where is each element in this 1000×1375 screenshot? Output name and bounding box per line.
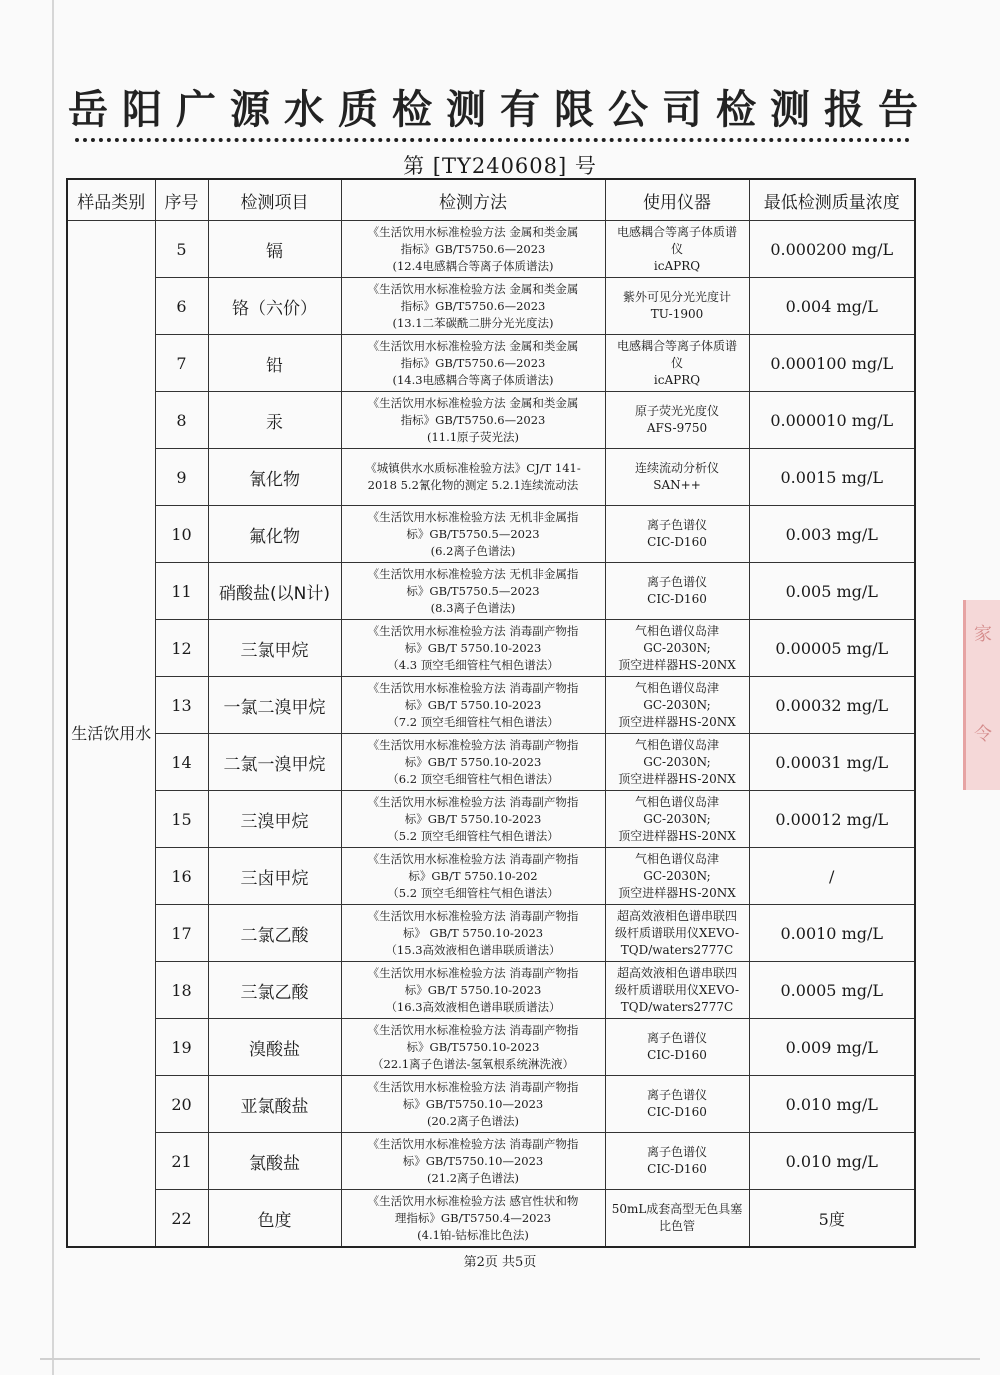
test-item: 溴酸盐 xyxy=(208,1019,341,1076)
instrument-line: icAPRQ xyxy=(653,372,701,387)
method-line: 指标》GB/T5750.6—2023 xyxy=(400,412,546,427)
method-line: （6.2 顶空毛细管柱气相色谱法） xyxy=(387,771,559,786)
test-item: 色度 xyxy=(208,1190,341,1248)
method-line: 《生活饮用水标准检验方法 无机非金属指 xyxy=(367,566,579,581)
method-line: 《生活饮用水标准检验方法 金属和类金属 xyxy=(367,224,579,239)
method-line: 标》GB/T 5750.10-202 xyxy=(408,868,538,883)
test-method xyxy=(341,620,605,677)
detection-limit: 0.00032 mg/L xyxy=(749,677,915,734)
table-row xyxy=(67,848,915,905)
instrument xyxy=(605,278,749,335)
method-line: 《生活饮用水标准检验方法 金属和类金属 xyxy=(367,395,579,410)
table-row xyxy=(67,1133,915,1190)
row-number: 9 xyxy=(155,449,208,506)
method-line: 指标》GB/T5750.6—2023 xyxy=(400,355,546,370)
method-line: 指标》GB/T5750.6—2023 xyxy=(400,241,546,256)
method-line: (20.2离子色谱法) xyxy=(426,1113,520,1128)
test-item: 亚氯酸盐 xyxy=(208,1076,341,1133)
instrument-line: 顶空进样器HS-20NX xyxy=(618,885,736,900)
test-item: 铬（六价） xyxy=(208,278,341,335)
method-line: 理指标》GB/T5750.4—2023 xyxy=(394,1210,552,1225)
method-line: 标》GB/T5750.5—2023 xyxy=(406,526,540,541)
row-number: 5 xyxy=(155,221,208,278)
instrument-line: 顶空进样器HS-20NX xyxy=(618,657,736,672)
instrument-line: icAPRQ xyxy=(653,258,701,273)
row-number: 13 xyxy=(155,677,208,734)
test-method xyxy=(341,677,605,734)
instrument-line: GC-2030N; xyxy=(643,640,711,655)
method-line: (13.1二苯碳酰二肼分光光度法) xyxy=(392,315,554,330)
method-line: （15.3高效液相色谱串联质谱法） xyxy=(385,942,561,957)
instrument-line: 级杆质谱联用仪XEVO- xyxy=(614,982,740,997)
row-number: 22 xyxy=(155,1190,208,1248)
table-row xyxy=(67,506,915,563)
instrument xyxy=(605,506,749,563)
instrument-line: 气相色谱仪岛津 xyxy=(634,851,719,866)
instrument-line: 50mL成套高型无色具塞 xyxy=(611,1202,743,1216)
method-line: 《生活饮用水标准检验方法 金属和类金属 xyxy=(367,338,579,353)
detection-limit: 0.0015 mg/L xyxy=(749,449,915,506)
test-method xyxy=(341,563,605,620)
test-method xyxy=(341,506,605,563)
test-item: 三氯乙酸 xyxy=(208,962,341,1019)
row-number: 15 xyxy=(155,791,208,848)
instrument xyxy=(605,1076,749,1133)
instrument xyxy=(605,1190,749,1248)
table-row xyxy=(67,1076,915,1133)
test-item: 二氯乙酸 xyxy=(208,905,341,962)
table-row xyxy=(67,1190,915,1248)
test-item: 氰化物 xyxy=(208,449,341,506)
instrument-line: GC-2030N; xyxy=(643,868,711,883)
instrument-line: GC-2030N; xyxy=(643,811,711,826)
instrument-line: 气相色谱仪岛津 xyxy=(634,680,719,695)
seal-stamp-fragment: 家 令 xyxy=(963,600,1000,790)
instrument-line: 离子色谱仪 xyxy=(646,575,707,589)
table-row xyxy=(67,791,915,848)
test-method xyxy=(341,905,605,962)
detection-limit: 0.0010 mg/L xyxy=(749,905,915,962)
detection-limit: 0.004 mg/L xyxy=(749,278,915,335)
method-line: 标》GB/T 5750.10-2023 xyxy=(404,754,542,769)
instrument-line: 紫外可见分光光度计 xyxy=(622,290,731,304)
dotted-divider xyxy=(75,138,910,142)
method-line: 标》GB/T 5750.10-2023 xyxy=(404,697,542,712)
instrument-line: 超高效液相色谱串联四 xyxy=(616,908,737,923)
table-row xyxy=(67,392,915,449)
table-row xyxy=(67,221,915,278)
test-item: 三卤甲烷 xyxy=(208,848,341,905)
detection-limit: / xyxy=(749,848,915,905)
test-item: 三氯甲烷 xyxy=(208,620,341,677)
row-number: 14 xyxy=(155,734,208,791)
instrument-line: 比色管 xyxy=(658,1219,695,1233)
instrument-line: 电感耦合等离子体质谱 xyxy=(616,224,737,239)
detection-limit: 0.010 mg/L xyxy=(749,1076,915,1133)
method-line: 《生活饮用水标准检验方法 消毒副产物指 xyxy=(367,623,579,638)
test-method xyxy=(341,848,605,905)
instrument-line: 顶空进样器HS-20NX xyxy=(618,714,736,729)
row-number: 11 xyxy=(155,563,208,620)
test-item: 镉 xyxy=(208,221,341,278)
row-number: 10 xyxy=(155,506,208,563)
method-line: 《生活饮用水标准检验方法 金属和类金属 xyxy=(367,281,579,296)
method-line: （5.2 顶空毛细管柱气相色谱法） xyxy=(387,885,559,900)
instrument-line: 气相色谱仪岛津 xyxy=(634,737,719,752)
instrument xyxy=(605,734,749,791)
instrument xyxy=(605,563,749,620)
table-row xyxy=(67,734,915,791)
method-line: （22.1离子色谱法-氢氧根系统淋洗液） xyxy=(372,1056,574,1071)
test-method xyxy=(341,449,605,506)
method-line: 标》GB/T5750.10—2023 xyxy=(402,1153,544,1168)
instrument-line: 电感耦合等离子体质谱 xyxy=(616,338,737,353)
header-instrument: 使用仪器 xyxy=(605,179,749,221)
test-method xyxy=(341,1133,605,1190)
method-line: 标》GB/T 5750.10-2023 xyxy=(404,640,542,655)
instrument xyxy=(605,335,749,392)
row-number: 21 xyxy=(155,1133,208,1190)
instrument xyxy=(605,392,749,449)
instrument xyxy=(605,1019,749,1076)
method-line: (11.1原子荧光法) xyxy=(426,429,520,444)
header-category: 样品类别 xyxy=(67,179,155,221)
instrument-line: 离子色谱仪 xyxy=(646,1031,707,1045)
method-line: 标》GB/T5750.10-2023 xyxy=(406,1039,540,1054)
test-method xyxy=(341,734,605,791)
instrument xyxy=(605,791,749,848)
method-line: (14.3电感耦合等离子体质谱法) xyxy=(392,372,554,387)
page-edge xyxy=(52,0,54,1375)
test-method xyxy=(341,1076,605,1133)
method-line: 《生活饮用水标准检验方法 无机非金属指 xyxy=(367,509,579,524)
detection-limit: 0.00031 mg/L xyxy=(749,734,915,791)
instrument xyxy=(605,449,749,506)
table-row xyxy=(67,620,915,677)
instrument-line: 仪 xyxy=(670,355,683,370)
instrument-line: CIC-D160 xyxy=(647,535,707,549)
detection-limit: 0.000200 mg/L xyxy=(749,221,915,278)
method-line: 《生活饮用水标准检验方法 消毒副产物指 xyxy=(367,1079,579,1094)
method-line: （16.3高效液相色谱串联质谱法） xyxy=(385,999,561,1014)
method-line: (6.2离子色谱法) xyxy=(430,543,516,558)
row-number: 19 xyxy=(155,1019,208,1076)
table-row xyxy=(67,449,915,506)
table-header-row xyxy=(67,179,915,221)
report-title: 岳阳广源水质检测有限公司检测报告 xyxy=(68,87,932,133)
instrument-line: TU-1900 xyxy=(650,307,704,321)
instrument-line: 气相色谱仪岛津 xyxy=(634,794,719,809)
instrument xyxy=(605,848,749,905)
instrument-line: TQD/waters2777C xyxy=(620,942,734,957)
instrument-line: SAN++ xyxy=(653,478,701,492)
page-edge-bottom xyxy=(40,1358,980,1360)
instrument-line: CIC-D160 xyxy=(647,1048,707,1062)
test-method xyxy=(341,1019,605,1076)
detection-limit: 5度 xyxy=(749,1190,915,1248)
method-line: 《生活饮用水标准检验方法 消毒副产物指 xyxy=(367,680,579,695)
method-line: （4.3 顶空毛细管柱气相色谱法） xyxy=(387,657,559,672)
method-line: 《生活饮用水标准检验方法 消毒副产物指 xyxy=(367,737,579,752)
method-line: 《生活饮用水标准检验方法 感官性状和物 xyxy=(367,1193,579,1208)
detection-limit: 0.009 mg/L xyxy=(749,1019,915,1076)
method-line: 标》GB/T5750.10—2023 xyxy=(402,1096,544,1111)
instrument-line: 顶空进样器HS-20NX xyxy=(618,771,736,786)
header-item: 检测项目 xyxy=(208,179,341,221)
instrument xyxy=(605,905,749,962)
instrument-line: 离子色谱仪 xyxy=(646,518,707,532)
row-number: 20 xyxy=(155,1076,208,1133)
method-line: 《生活饮用水标准检验方法 消毒副产物指 xyxy=(367,794,579,809)
method-line: 《城镇供水水质标准检验方法》CJ/T 141- xyxy=(365,461,581,475)
instrument-line: 离子色谱仪 xyxy=(646,1088,707,1102)
instrument-line: 仪 xyxy=(670,241,683,256)
method-line: 标》 GB/T 5750.10-2023 xyxy=(402,925,544,940)
instrument-line: CIC-D160 xyxy=(647,1105,707,1119)
instrument-line: AFS-9750 xyxy=(646,421,708,435)
method-line: 标》GB/T 5750.10-2023 xyxy=(404,811,542,826)
detection-limit: 0.005 mg/L xyxy=(749,563,915,620)
detection-limit: 0.0005 mg/L xyxy=(749,962,915,1019)
detection-limit: 0.010 mg/L xyxy=(749,1133,915,1190)
row-number: 16 xyxy=(155,848,208,905)
instrument-line: CIC-D160 xyxy=(647,1162,707,1176)
method-line: （7.2 顶空毛细管柱气相色谱法） xyxy=(387,714,559,729)
method-line: (4.1铂-钴标准比色法) xyxy=(417,1227,529,1242)
table-row xyxy=(67,335,915,392)
method-line: 《生活饮用水标准检验方法 消毒副产物指 xyxy=(367,1136,579,1151)
detection-limit: 0.000100 mg/L xyxy=(749,335,915,392)
instrument-line: GC-2030N; xyxy=(643,697,711,712)
method-line: (12.4电感耦合等离子体质谱法) xyxy=(392,258,554,273)
test-method xyxy=(341,962,605,1019)
test-method xyxy=(341,221,605,278)
row-number: 6 xyxy=(155,278,208,335)
method-line: 标》GB/T5750.5—2023 xyxy=(406,583,540,598)
instrument-line: 气相色谱仪岛津 xyxy=(634,623,719,638)
row-number: 18 xyxy=(155,962,208,1019)
instrument xyxy=(605,620,749,677)
table-row xyxy=(67,962,915,1019)
table-row xyxy=(67,278,915,335)
instrument-line: 级杆质谱联用仪XEVO- xyxy=(614,925,740,940)
method-line: （5.2 顶空毛细管柱气相色谱法） xyxy=(387,828,559,843)
method-line: (8.3离子色谱法) xyxy=(430,600,516,615)
row-number: 7 xyxy=(155,335,208,392)
header-limit: 最低检测质量浓度 xyxy=(749,179,915,221)
table-row xyxy=(67,677,915,734)
method-line: 指标》GB/T5750.6—2023 xyxy=(400,298,546,313)
instrument-line: 连续流动分析仪 xyxy=(634,461,719,475)
method-line: 2018 5.2氰化物的测定 5.2.1连续流动法 xyxy=(367,478,579,492)
header-number: 序号 xyxy=(155,179,208,221)
test-item: 汞 xyxy=(208,392,341,449)
test-item: 二氯一溴甲烷 xyxy=(208,734,341,791)
table-row xyxy=(67,1019,915,1076)
sample-category-cell: 生活饮用水 xyxy=(67,221,155,1248)
test-method xyxy=(341,278,605,335)
detection-limit: 0.000010 mg/L xyxy=(749,392,915,449)
test-item: 三溴甲烷 xyxy=(208,791,341,848)
instrument-line: 超高效液相色谱串联四 xyxy=(616,965,737,980)
method-line: 标》GB/T 5750.10-2023 xyxy=(404,982,542,997)
test-item: 一氯二溴甲烷 xyxy=(208,677,341,734)
test-method xyxy=(341,791,605,848)
instrument-line: CIC-D160 xyxy=(647,592,707,606)
detection-limit: 0.003 mg/L xyxy=(749,506,915,563)
test-method xyxy=(341,335,605,392)
instrument xyxy=(605,221,749,278)
test-method xyxy=(341,392,605,449)
method-line: 《生活饮用水标准检验方法 消毒副产物指 xyxy=(367,908,579,923)
instrument-line: 离子色谱仪 xyxy=(646,1145,707,1159)
instrument-line: 顶空进样器HS-20NX xyxy=(618,828,736,843)
instrument-line: GC-2030N; xyxy=(643,754,711,769)
test-item: 硝酸盐(以N计) xyxy=(208,563,341,620)
detection-limit: 0.00012 mg/L xyxy=(749,791,915,848)
row-number: 12 xyxy=(155,620,208,677)
document-number: 第 [TY240608] 号 xyxy=(403,154,597,178)
table-row xyxy=(67,563,915,620)
row-number: 17 xyxy=(155,905,208,962)
instrument-line: TQD/waters2777C xyxy=(620,999,734,1014)
row-number: 8 xyxy=(155,392,208,449)
table-row xyxy=(67,905,915,962)
instrument xyxy=(605,1133,749,1190)
instrument xyxy=(605,677,749,734)
test-item: 氯酸盐 xyxy=(208,1133,341,1190)
method-line: 《生活饮用水标准检验方法 消毒副产物指 xyxy=(367,1022,579,1037)
method-line: 《生活饮用水标准检验方法 消毒副产物指 xyxy=(367,851,579,866)
page-footer: 第2页 共5页 xyxy=(463,1255,537,1270)
method-line: 《生活饮用水标准检验方法 消毒副产物指 xyxy=(367,965,579,980)
method-line: (21.2离子色谱法) xyxy=(426,1170,520,1185)
instrument xyxy=(605,962,749,1019)
results-table xyxy=(66,178,916,1248)
header-method: 检测方法 xyxy=(341,179,605,221)
test-item: 铅 xyxy=(208,335,341,392)
detection-limit: 0.00005 mg/L xyxy=(749,620,915,677)
test-method xyxy=(341,1190,605,1248)
instrument-line: 原子荧光光度仪 xyxy=(634,404,719,418)
test-item: 氟化物 xyxy=(208,506,341,563)
